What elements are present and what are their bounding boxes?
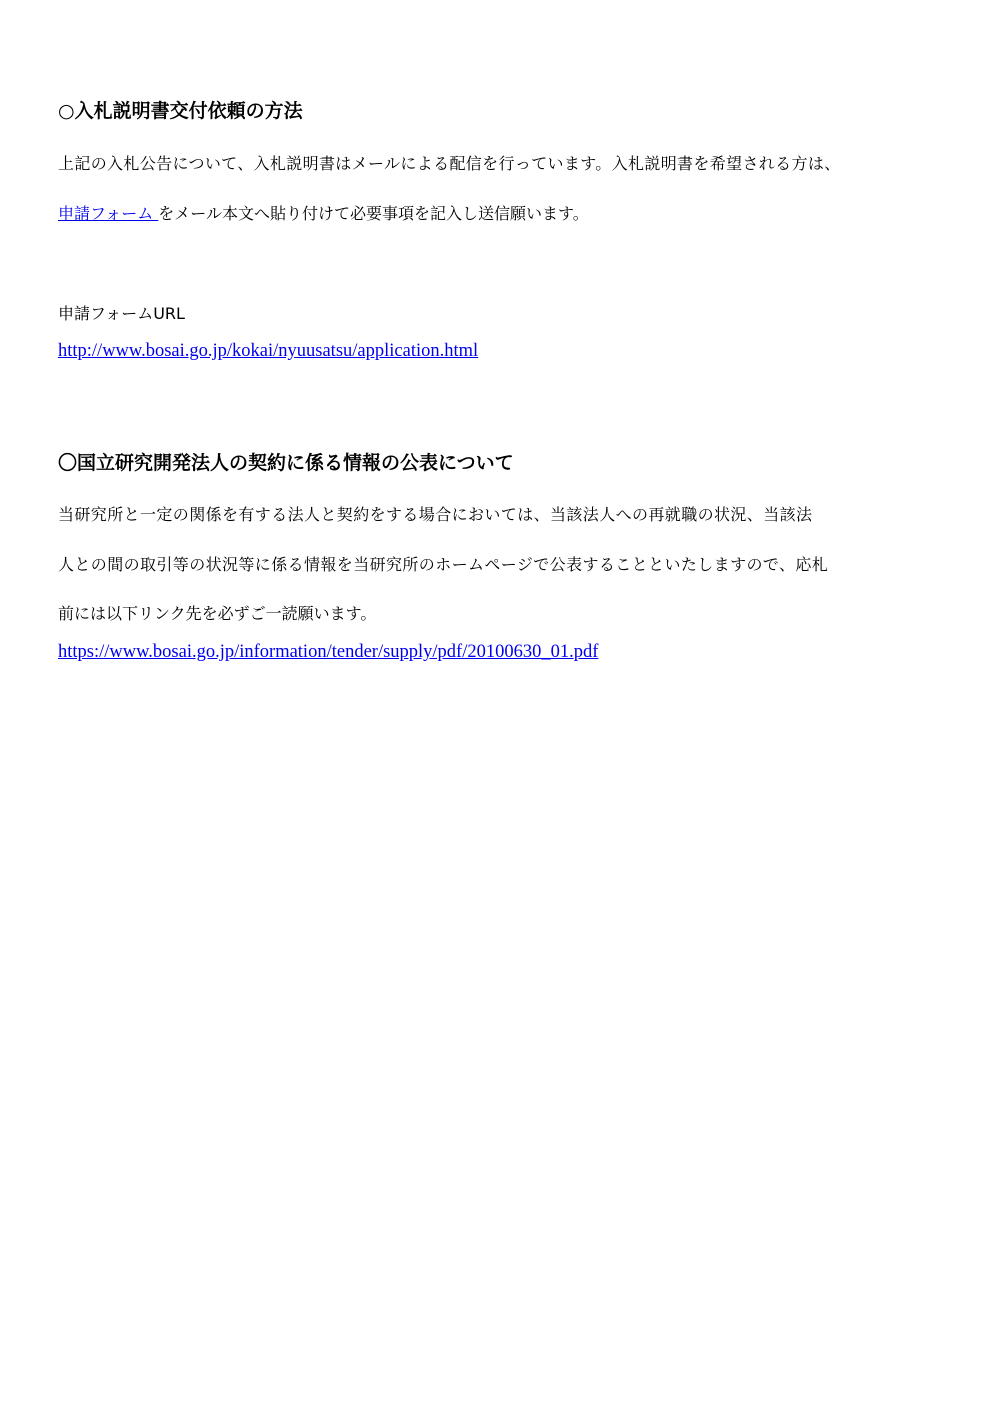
- section2-paragraph-line-3: 前には以下リンク先を必ずご一読願います。: [58, 604, 377, 623]
- application-form-url-link[interactable]: http://www.bosai.go.jp/kokai/nyuusatsu/application.html: [58, 341, 479, 361]
- section2-paragraph-line-2: 人との間の取引等の状況等に係る情報を当研究所のホームページで公表することといたしますので、応札: [58, 555, 829, 574]
- section1-paragraph-line-2: [58, 206, 589, 222]
- application-form-link[interactable]: 申請フォーム: [58, 204, 159, 223]
- section-heading-bid-document-request: ○入札説明書交付依頼の方法: [58, 100, 303, 122]
- application-form-url-label: 申請フォームURL: [58, 304, 185, 323]
- section1-paragraph-line-1: 上記の入札公告について、入札説明書はメールによる配信を行っています。入札説明書を希望される方は、: [58, 154, 841, 173]
- section2-paragraph-line-1: 当研究所と一定の関係を有する法人と契約をする場合においては、当該法人への再就職の状況、当該法: [58, 505, 813, 524]
- contract-info-pdf-link[interactable]: https://www.bosai.go.jp/information/tender/supply/pdf/20100630_01.pdf: [58, 642, 599, 662]
- section-heading-contract-info-disclosure: 〇国立研究開発法人の契約に係る情報の公表について: [58, 452, 514, 474]
- section1-paragraph-line-2-text: をメール本文へ貼り付けて必要事項を記入し送信願います。: [158, 204, 589, 223]
